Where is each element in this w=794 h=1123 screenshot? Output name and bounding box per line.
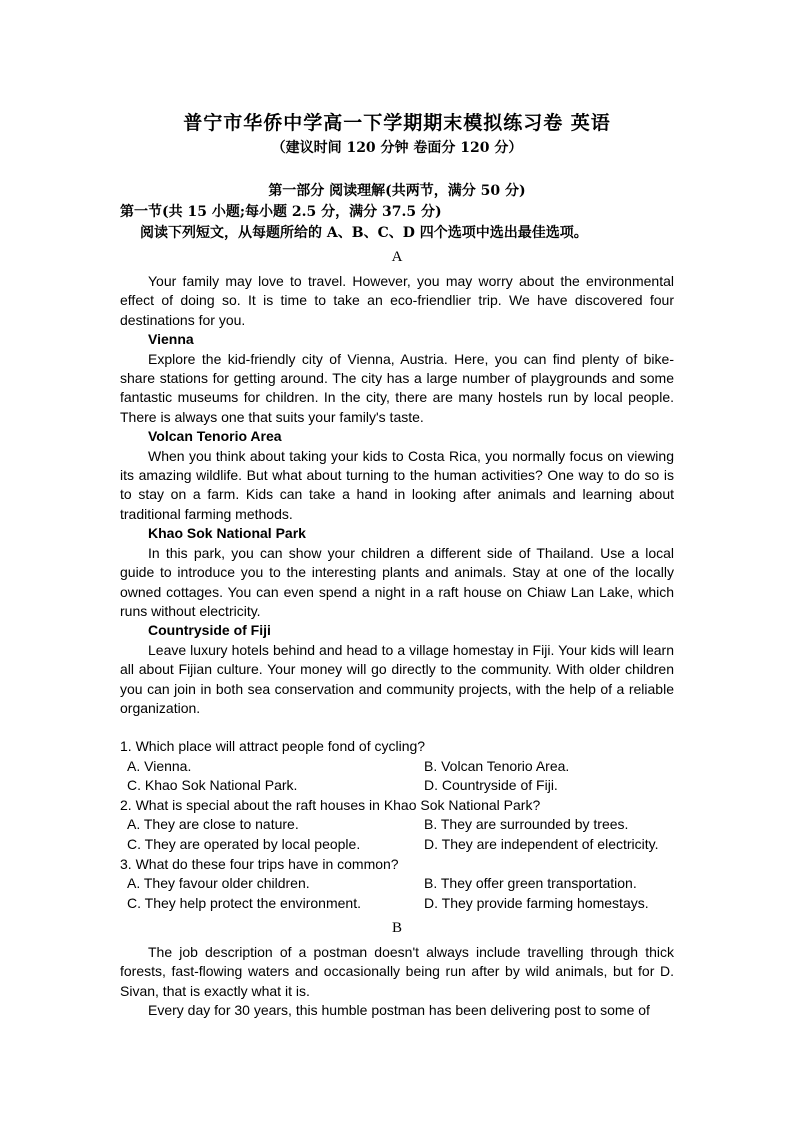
fiji-heading: Countryside of Fiji bbox=[148, 622, 271, 639]
question-3-options-row-2 bbox=[120, 894, 680, 914]
question-1-stem: 1. Which place will attract people fond of cycling? bbox=[120, 738, 426, 754]
question-3-option-b: B. They offer green transportation. bbox=[424, 875, 637, 892]
question-3-option-d: D. They provide farming homestays. bbox=[424, 894, 649, 911]
question-3-options-row-1 bbox=[120, 874, 680, 894]
question-list bbox=[120, 737, 680, 913]
passage-a-body bbox=[120, 272, 674, 718]
exam-title: 普宁市华侨中学高一下学期期末模拟练习卷 英语 bbox=[183, 112, 611, 134]
question-2-option-c: C. They are operated by local people. bbox=[127, 835, 361, 852]
volcan-heading: Volcan Tenorio Area bbox=[148, 428, 282, 445]
question-2-options-row-2 bbox=[120, 835, 680, 855]
passage-b-paragraph-2: Every day for 30 years, this humble postman has been delivering post to some of bbox=[148, 1002, 650, 1019]
instruction-text: 阅读下列短文，从每题所给的 A、B、C、D 四个选项中选出最佳选项。 bbox=[140, 225, 588, 241]
part-heading: 第一部分 阅读理解(共两节，满分 50 分) bbox=[268, 183, 526, 199]
question-1-options-row-1 bbox=[120, 757, 680, 777]
khao-sok-text: In this park, you can show your children a different side of Thailand. Use a local guide to introduce you to the interesting plants and animals. Stay at one of the locally owned cottages. You can even spend a night in a raft house on Chiaw Lan Lake, which runs without electricity. bbox=[120, 544, 674, 619]
question-3-option-c: C. They help protect the environment. bbox=[127, 894, 361, 911]
question-1-option-b: B. Volcan Tenorio Area. bbox=[424, 757, 570, 774]
passage-a-intro: Your family may love to travel. However, you may worry about the environmental effect of doing so. It is time to take an eco-friendlier trip. We have discovered four destinations for you. bbox=[120, 273, 674, 328]
vienna-heading: Vienna bbox=[148, 331, 194, 348]
question-1-option-d: D. Countryside of Fiji. bbox=[424, 777, 558, 794]
question-2-stem: 2. What is special about the raft houses in Khao Sok National Park? bbox=[120, 796, 541, 813]
volcan-text: When you think about taking your kids to Costa Rica, you normally focus on viewing its amazing wildlife. But what about turning to the human activities? One way to do so is to stay on a farm. Kids can take a hand in looking after animals and learning about traditional farming methods. bbox=[120, 447, 674, 522]
passage-a-letter: A bbox=[391, 249, 403, 265]
question-1-option-c: C. Khao Sok National Park. bbox=[127, 777, 298, 794]
passage-b-letter: B bbox=[391, 920, 402, 936]
question-3-option-a: A. They favour older children. bbox=[127, 875, 310, 892]
passage-b-body bbox=[120, 943, 674, 1021]
question-1-option-a: A. Vienna. bbox=[127, 757, 192, 774]
khao-sok-heading: Khao Sok National Park bbox=[148, 525, 306, 542]
vienna-text: Explore the kid-friendly city of Vienna, Austria. Here, you can find plenty of bike-share stations for getting around. The city has a large number of playgrounds and some fantastic museums for children. In the city, there are many hostels run by local people. There is always one that suits your family's taste. bbox=[120, 350, 674, 425]
section-heading: 第一节(共 15 小题;每小题 2.5 分，满分 37.5 分) bbox=[120, 204, 442, 220]
exam-subtitle: （建议时间 120 分钟 卷面分 120 分） bbox=[271, 140, 523, 156]
passage-b-paragraph-1: The job description of a postman doesn't always include travelling through thick forests, fast-flowing waters and occasionally being run after by wild animals, but for D. Sivan, that is exactly what it is. bbox=[120, 944, 674, 999]
question-2-options-row-1 bbox=[120, 815, 680, 835]
fiji-text: Leave luxury hotels behind and head to a village homestay in Fiji. Your kids will learn all about Fijian culture. Your money will go directly to the community. With older children you can join in both sea conservation and community projects, with the help of a reliable organization. bbox=[120, 641, 674, 716]
question-2-option-d: D. They are independent of electricity. bbox=[424, 835, 659, 852]
question-1-options-row-2 bbox=[120, 776, 680, 796]
question-3-stem: 3. What do these four trips have in common? bbox=[120, 855, 399, 872]
question-2-option-a: A. They are close to nature. bbox=[127, 816, 299, 833]
question-2-option-b: B. They are surrounded by trees. bbox=[424, 816, 629, 833]
